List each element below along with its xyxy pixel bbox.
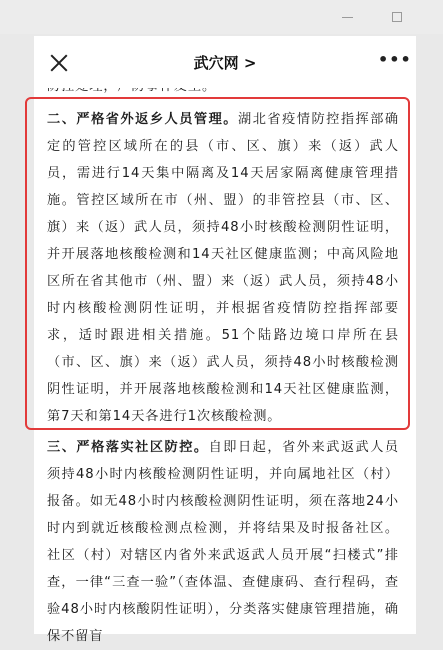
section-3-heading: 三、严格落实社区防控。 (47, 440, 209, 455)
section-3-text: 自即日起，省外来武返武人员须持48小时内核酸检测阴性证明，并向属地社区（村）报备。如无48小时内核酸检测阴性证明，须在落地24小时内到就近核酸检测点检测，并将结果及时报备社区。社区（村）对辖区内省外来武返武人员开展“扫楼式”排查，一律“三查一验”（查体温、查健康码、查行程码，查验48小时内核酸阴性证明），分类落实健康管理措施，确保不留盲 (47, 440, 399, 644)
article-panel (34, 36, 416, 644)
window-titlebar (0, 0, 443, 34)
section-2-paragraph (47, 106, 399, 430)
maximize-icon[interactable] (386, 6, 408, 28)
article-body (47, 80, 399, 650)
header-bar (34, 36, 416, 88)
more-menu-icon[interactable]: ••• (378, 50, 412, 69)
section-3-paragraph (47, 434, 399, 650)
section-2-text: 湖北省疫情防控指挥部确定的管控区域所在的县（市、区、旗）来（返）武人员，需进行14天集中隔离及14天居家隔离健康管理措施。管控区域所在市（州、盟）的非管控县（市、区、旗）来（返）武人员，须持48小时核酸检测阴性证明，并开展落地核酸检测和14天社区健康监测；中高风险地区所在省其他市（州、盟）来（返）武人员，须持48小时内核酸检测阴性证明，并根据省疫情防控指挥部要求，适时跟进相关措施。51个陆路边境口岸所在县（市、区、旗）来（返）武人员，须持48小时核酸检测阴性证明，并开展落地核酸检测和14天社区健康监测，第7天和第14天各进行1次核酸检测。 (47, 112, 400, 424)
page-title[interactable]: 武穴网 > (193, 54, 257, 72)
minimize-icon[interactable] (336, 6, 358, 28)
section-2-heading: 二、严格省外返乡人员管理。 (47, 112, 238, 127)
